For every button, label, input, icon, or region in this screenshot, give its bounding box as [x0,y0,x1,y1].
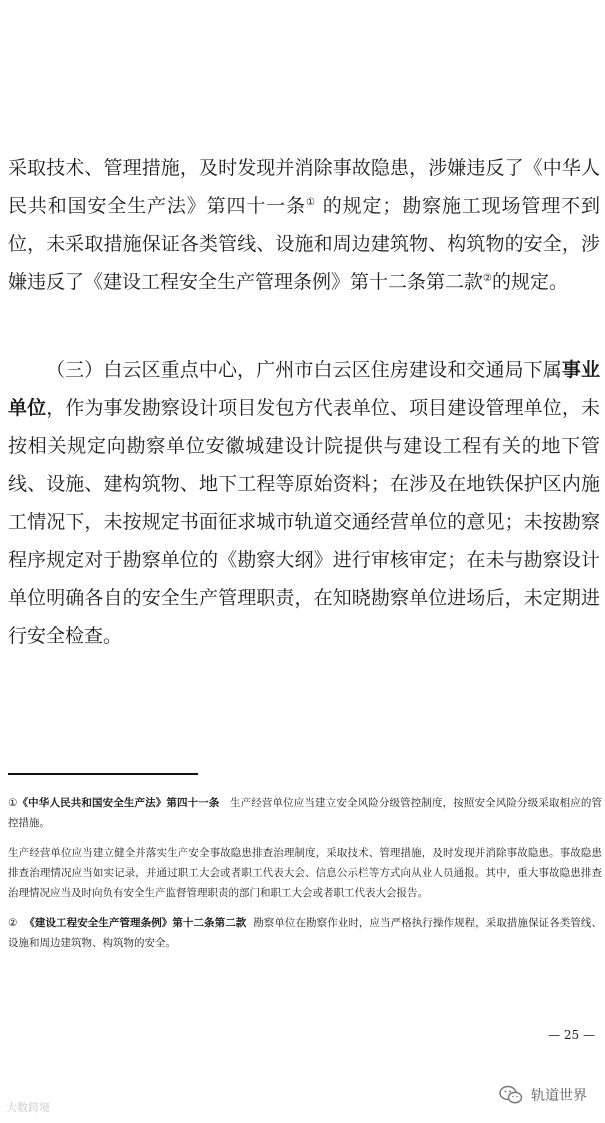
footnote-1 [8,793,602,833]
footnotes [8,793,602,963]
para1-text-a: 采取技术、管理措施，及时发现并消除事故隐患，涉嫌违反了《中华人民共和国安全生产法》第四十一条 [8,157,600,217]
wechat-icon [499,1085,523,1105]
footnote-ref-1[interactable]: ① [306,197,316,208]
para2-text-b: ，作为事发勘察设计项目发包方代表单位、项目建设管理单位，未按相关规定向勘察单位安徽城建设计院提供与建设工程有关的地下管线、设施、建构筑物、地下工程等原始资料；在涉及在地铁保护区内施工情况下，未按规定书面征求城市轨道交通经营单位的意见；未按勘察程序规定对于勘察单位的《勘察大纲》进行审核审定；在未与勘察设计单位明确各自的安全生产管理职责，在知晓勘察单位进场后，未定期进行安全检查。 [8,397,600,647]
footnote-1-text: 生产经营单位应当建立安全风险分级管控制度，按照安全风险分级采取相应的管控措施。 [8,797,603,829]
para2-emphasis: 事业单位 [8,359,600,419]
footnote-1-continued [8,843,602,903]
footnote-2-text: 勘察单位在勘察作业时，应当严格执行操作规程，采取措施保证各类管线、设施和周边建筑物、构筑物的安全。 [8,917,603,949]
footnote-1-text-2: 生产经营单位应当建立健全并落实生产安全事故隐患排查治理制度，采取技术、管理措施，及时发现并消除事故隐患。事故隐患排查治理情况应当如实记录，并通过职工大会或者职工代表大会、信息公示栏等方式向从业人员通报。其中，重大事故隐患排查治理情况应当及时向负有安全生产监督管理职责的部门和职工大会或者职工代表大会报告。 [8,847,602,899]
footnote-2-title: 《建设工程安全生产管理条例》第十二条第二款 [24,917,247,929]
footnote-2-mark: ② [8,917,18,929]
watermark-right [499,1085,587,1105]
para1-text-b: 的规定；勘察施工现场管理不到位，未采取措施保证各类管线、设施和周边建筑物、构筑物的安全，涉嫌违反了《建设工程安全生产管理条例》第十二条第二款 [8,195,601,293]
body-paragraph-2 [8,351,600,655]
watermark-right-text: 轨道世界 [531,1087,587,1103]
footnote-ref-2[interactable]: ② [483,273,492,284]
para1-text-c: 的规定。 [491,271,568,293]
footnote-1-title: 《中华人民共和国安全生产法》第四十一条 [17,797,220,809]
watermark-left: 大数跨境 [6,1102,50,1114]
footnote-separator [8,773,198,775]
body-paragraph-1 [8,149,600,301]
footnote-2 [8,913,602,953]
para2-text-a: （三）白云区重点中心，广州市白云区住房建设和交通局下属 [46,359,562,381]
page-number: — 25 — [548,1028,595,1042]
footnote-1-mark: ① [8,797,18,809]
